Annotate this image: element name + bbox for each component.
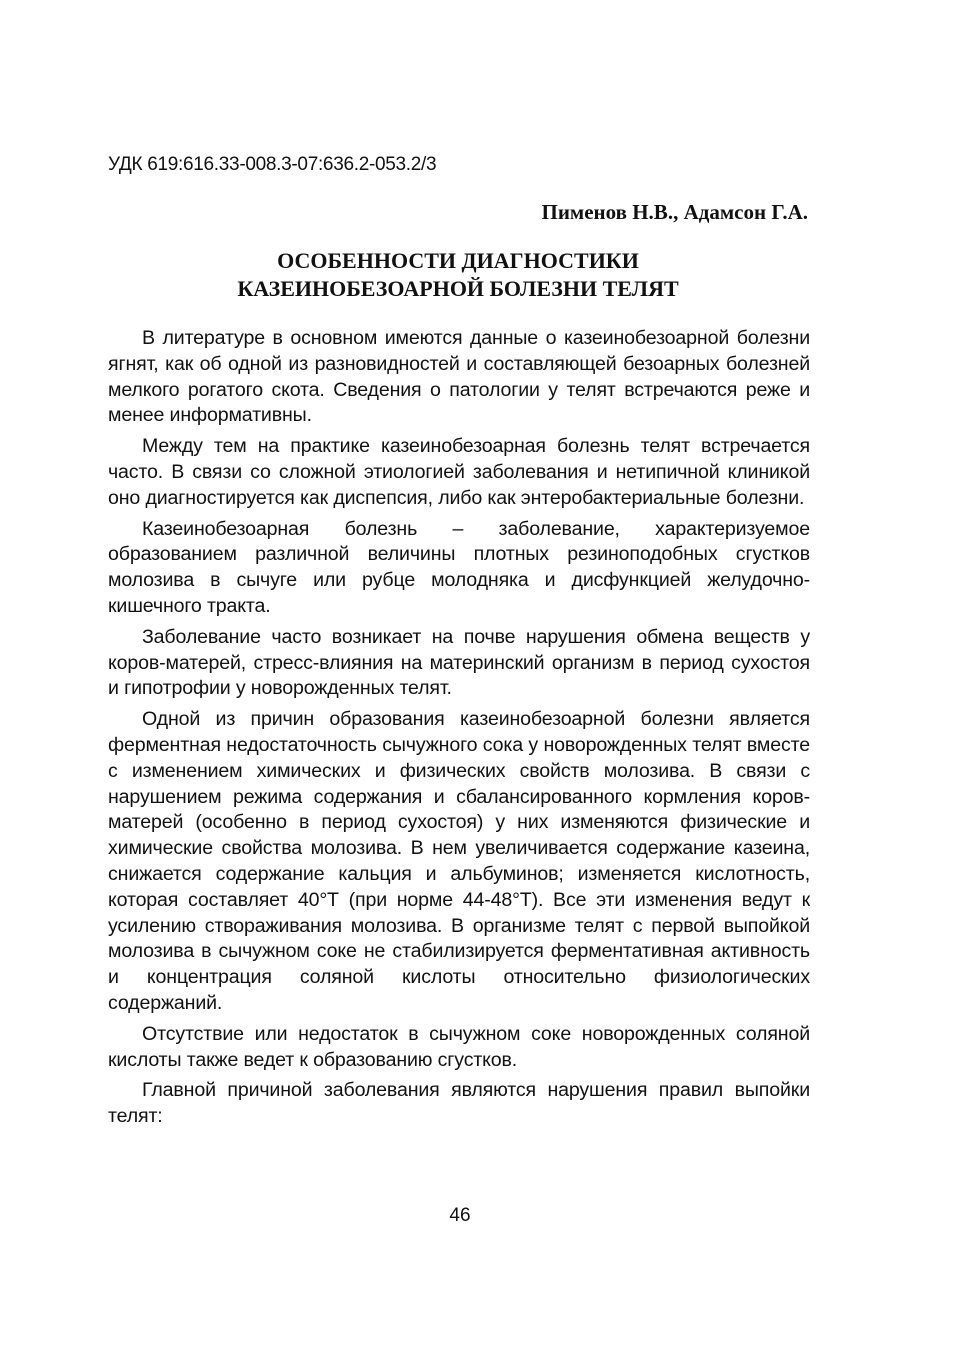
page-number: 46: [449, 1205, 471, 1226]
article-title: [108, 247, 808, 303]
udc-code: УДК 619:616.33-008.3-07:636.2-053.2/3: [108, 154, 437, 175]
paragraph: Казеинобезоарная болезнь – заболевание, характеризуемое образованием различной величины плотных резиноподобных сгустков молозива в сычуге или рубце молодняка и дисфункцией желудочно-кишечного тракта.: [108, 517, 810, 617]
title-line-1: ОСОБЕННОСТИ ДИАГНОСТИКИ: [277, 248, 639, 273]
paragraph: Главной причиной заболевания являются нарушения правил выпойки телят:: [108, 1079, 810, 1128]
article-body: [108, 326, 810, 1135]
title-line-2: КАЗЕИНОБЕЗОАРНОЙ БОЛЕЗНИ ТЕЛЯТ: [237, 276, 679, 301]
authors: Пименов Н.В., Адамсон Г.А.: [541, 200, 808, 224]
paragraph: Одной из причин образования казеинобезоарной болезни является ферментная недостаточность сычужного сока у новорожденных телят вместе с изменением химических и физических свойств молозива. В связи с нарушением режима содержания и сбалансированного кормления коров-матерей (особенно в период сухостоя) у них изменяются физические и химические свойства молозива. В нем увеличивается содержание казеина, снижается содержание кальция и альбуминов; изменяется кислотность, которая составляет 40°Т (при норме 44-48°Т). Все эти изменения ведут к усилению створаживания молозива. В организме телят с первой выпойкой молозива в сычужном соке не стабилизируется ферментативная активность и концентрация соляной кислоты относительно физиологических содержаний.: [108, 708, 810, 1014]
paragraph: Заболевание часто возникает на почве нарушения обмена веществ у коров-матерей, стресс-влияния на материнский организм в период сухостоя и гипотрофии у новорожденных телят.: [108, 625, 810, 700]
paragraph: Отсутствие или недостаток в сычужном соке новорожденных соляной кислоты также ведет к образованию сгустков.: [108, 1022, 810, 1071]
paragraph: Между тем на практике казеинобезоарная болезнь телят встречается часто. В связи со сложной этиологией заболевания и нетипичной клиникой оно диагностируется как диспепсия, либо как энтеробактериальные болезни.: [108, 435, 810, 509]
paragraph: В литературе в основном имеются данные о казеинобезоарной болезни ягнят, как об одной из разновидностей и составляющей безоарных болезней мелкого рогатого скота. Сведения о патологии у телят встречаются реже и менее информативны.: [108, 327, 810, 427]
